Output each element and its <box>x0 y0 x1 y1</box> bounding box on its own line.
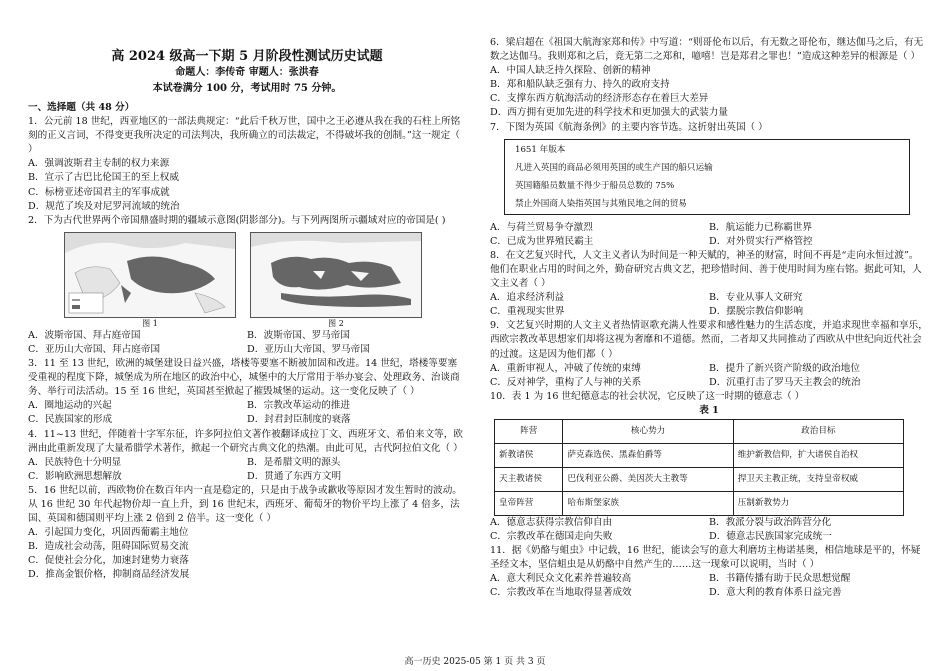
table-cell: 巴伐利亚公爵、美因茨大主教等 <box>563 467 733 491</box>
question-stem: 4．11~13 世纪，伴随着十字军东征，许多阿拉伯文著作被翻译成拉丁文、西班牙文、希伯来文等，欧洲由此重新发现了大量希腊学术著作，掀起一个研究古典文化的热潮。由此可见，古代阿拉伯文化（ ） <box>28 428 463 454</box>
option: C．支撑东西方航海活动的经济形态存在着巨大差异 <box>490 93 709 105</box>
option: A．追求经济利益 <box>490 292 565 304</box>
question-stem: 2．下为古代世界两个帝国鼎盛时期的疆域示意图(阴影部分)。与下列两图所示疆域对应的帝国是( ) <box>28 214 446 226</box>
option: D．沉重打击了罗马天主教会的统治 <box>709 376 861 388</box>
question-1 <box>28 115 466 214</box>
options-grid <box>490 572 928 600</box>
option: D．贯通了东西方文明 <box>247 470 342 482</box>
table-cell: 天主教诸侯 <box>495 467 563 491</box>
map-figure-1 <box>64 232 236 318</box>
exam-title: 高 2024 级高一下期 5 月阶段性测试历史试题 <box>111 49 383 64</box>
table-cell: 哈布斯堡家族 <box>563 491 733 515</box>
question-stem: 10．表 1 为 16 世纪德意志的社会状况，它反映了这一时期的德意志（ ） <box>490 390 805 402</box>
box-line: 凡进入英国的商品必须用英国的或生产国的船只运输 <box>515 162 713 173</box>
box-line: 1651 年版本 <box>515 144 566 155</box>
question-stem: 1．公元前 18 世纪，西亚地区的一部法典规定：“此后千秋万世，国中之王必遵从我在我的石柱上所铭刻的正义言词，不得变更我所决定的司法判决，我所确立的司法裁定，不得破坏我的创制。”这一规定（ ） <box>28 116 461 156</box>
page-footer: 高一历史 2025-05 第 1 页 共 3 页 <box>404 657 546 667</box>
option: A．与荷兰贸易争夺激烈 <box>490 221 593 233</box>
figure-1-caption: 图 1 <box>142 318 158 328</box>
option: B．宣示了古巴比伦国王的至上权威 <box>28 172 179 184</box>
left-column <box>28 0 466 583</box>
question-10 <box>490 390 928 544</box>
map-figure-2 <box>250 232 422 318</box>
option: A．民族特色十分明显 <box>28 456 122 468</box>
table-header-row <box>495 419 904 443</box>
option: B．郑和船队缺乏强有力、持久的政府支持 <box>490 79 670 91</box>
options-grid <box>28 456 466 484</box>
option: A．中国人缺乏持久探险、创新的精神 <box>490 65 651 77</box>
option: B．教派分裂与政治阵营分化 <box>709 516 832 528</box>
option: A．意大利民众文化素养普遍较高 <box>490 573 632 585</box>
question-stem: 3．11 至 13 世纪，欧洲的城堡建设日益兴盛，塔楼等要塞不断被加固和改进。14 世纪，塔楼等要塞受重视的程度下降，城堡成为所在地区的政治中心，城堡中的大厅常用于举办宴会、处理政务、治谈商务、举行司法活动。15 至 16 世纪，英国甚至掀起了摧毁城堡的运动。这一变化反映了（ ） <box>28 358 460 398</box>
table-header: 核心势力 <box>563 419 733 443</box>
option: C．重视现实世界 <box>490 306 565 318</box>
option: C．已成为世界殖民霸主 <box>490 235 594 247</box>
options-grid <box>28 329 466 357</box>
option: A．圈地运动的兴起 <box>28 400 112 412</box>
option: C．亚历山大帝国、拜占庭帝国 <box>28 343 161 355</box>
option: D．对外贸实行严格管控 <box>709 235 813 247</box>
table-cell: 捍卫天主教正统，支持皇帝权威 <box>733 467 903 491</box>
question-stem: 7．下图为英国《航海条例》的主要内容节选。这折射出英国（ ） <box>490 121 768 133</box>
option: C．标榜亚述帝国君主的军事成就 <box>28 186 170 198</box>
option: D．西方拥有更加先进的科学技术和更加强大的武装力量 <box>490 107 728 119</box>
society-table <box>494 419 904 516</box>
option: B．提升了新兴资产阶级的政治地位 <box>709 362 860 374</box>
question-4 <box>28 428 466 484</box>
table-caption: 表 1 <box>699 404 719 416</box>
option: D．亚历山大帝国、罗马帝国 <box>247 343 370 355</box>
question-9 <box>490 319 928 389</box>
table-row <box>495 443 904 467</box>
option: B．专业从事人文研究 <box>709 292 803 304</box>
option: B．是希腊文明的源头 <box>247 456 341 468</box>
right-column <box>490 0 928 601</box>
section-heading: 一、选择题（共 48 分） <box>28 102 135 113</box>
option: C．反对神学，重构了人与神的关系 <box>490 376 642 388</box>
question-stem: 9．文艺复兴时期的人文主义者热情讴歌充满人性要求和感性魅力的生活态度，并追求现世幸福和享乐，西欧宗教改革思想家们却将这视为奢靡和不道德。然而，二者却又共同推动了西欧从中世纪向近代社会的过渡。这是因为他们都（ ） <box>490 320 928 360</box>
options-grid <box>490 291 928 319</box>
option: D．推高金银价格，抑制商品经济发展 <box>28 569 190 581</box>
table-cell: 维护新教信仰，扩大诸侯自治权 <box>733 443 903 467</box>
box-line: 禁止外国商人染指英国与其殖民地之间的贸易 <box>515 198 687 209</box>
options-grid <box>490 516 928 544</box>
option: C．民族国家的形成 <box>28 414 113 426</box>
option: D．封君封臣制度的衰落 <box>247 414 351 426</box>
option: A．强调波斯君主专制的权力来源 <box>28 158 170 170</box>
table-row <box>495 467 904 491</box>
option: A．引起国力变化，巩固西葡霸主地位 <box>28 527 189 539</box>
question-11 <box>490 544 928 600</box>
table-cell: 压制新教势力 <box>733 491 903 515</box>
option: B．波斯帝国、罗马帝国 <box>247 329 350 341</box>
question-stem: 5．16 世纪以前，西欧物价在数百年内一直是稳定的，只是由于战争或歉收等原因才发生暂时的波动。从 16 世纪 30 年代起物价却一直上升，到 16 世纪末，西班牙、葡萄牙的物价平均上涨了 4 倍多，法国、英国和德国则平均上涨 2 倍到 2 倍半。这一变化（ ） <box>28 484 462 525</box>
box-line: 英国籍船员数量不得少于船员总数的 75% <box>515 180 675 191</box>
option: D．意大利的教育体系日益完善 <box>709 587 842 599</box>
table-cell: 新教诸侯 <box>495 443 563 467</box>
question-5 <box>28 484 466 583</box>
option: A．波斯帝国、拜占庭帝国 <box>28 329 141 341</box>
table-header: 阵营 <box>495 419 563 443</box>
option: C．宗教改革在当地取得显著成效 <box>490 587 632 599</box>
question-7 <box>490 121 928 249</box>
exam-info: 本试卷满分 100 分，考试用时 75 分钟。 <box>152 83 342 94</box>
table-cell: 皇帝阵营 <box>495 491 563 515</box>
option: B．航运能力已称霸世界 <box>709 221 812 233</box>
options-grid <box>28 399 466 427</box>
option: A．德意志获得宗教信仰自由 <box>490 516 613 528</box>
map-captions <box>64 318 466 329</box>
table-header: 政治目标 <box>733 419 903 443</box>
question-3 <box>28 357 466 427</box>
table-cell: 萨克森选侯、黑森伯爵等 <box>563 443 733 467</box>
option: D．规范了埃及对尼罗河流域的统治 <box>28 200 180 212</box>
option: B．宗教改革运动的推进 <box>247 400 350 412</box>
figure-2-caption: 图 2 <box>328 318 344 328</box>
option: C．促使社会分化，加速封建势力衰落 <box>28 555 189 567</box>
navigation-act-box <box>504 139 910 215</box>
option: D．摆脱宗教信仰影响 <box>709 306 804 318</box>
map-figures <box>64 232 466 318</box>
question-6 <box>490 36 928 121</box>
option: C．宗教改革在德国走向失败 <box>490 531 613 543</box>
question-stem: 11．据《奶酪与蛆虫》中记载，16 世纪，能读会写的意大利磨坊主梅诺基奥，相信地球是平的，怀疑圣经文本，坚信蛆虫是从奶酪中自然产生的……这一现象可以说明，当时（ ） <box>490 545 921 571</box>
option: B．书籍传播有助于民众思想觉醒 <box>709 573 851 585</box>
question-8 <box>490 249 928 319</box>
option: B．造成社会动荡，阻碍国际贸易交流 <box>28 541 189 553</box>
exam-authors: 命题人：李传奇 审题人：张洪春 <box>175 67 319 78</box>
option: C．影响欧洲思想解放 <box>28 470 122 482</box>
options-grid <box>490 221 928 249</box>
question-stem: 6．梁启超在《祖国大航海家郑和传》中写道：“则哥伦布以后，有无数之哥伦布，继达伽马之后，有无数之达伽马。我则郑和之后，竟无第二之郑和，噫嘻！岂是郑君之罪也！”造成这种差异的根源是（ ） <box>490 37 924 63</box>
option: A．重新审视人，冲破了传统的束缚 <box>490 362 641 374</box>
table-row <box>495 491 904 515</box>
question-2 <box>28 214 466 357</box>
option: D．德意志民族国家完成统一 <box>709 531 832 543</box>
question-stem: 8．在文艺复兴时代，人文主义者认为时间是一种天赋的，神圣的财富，时间不再是“走向永恒过渡”。他们在职业占用的时间之外，勤奋研究古典文艺，把珍惜时间、善于使用时间为座右铭。据此可知，人文主义者（ ） <box>490 249 922 290</box>
options-grid <box>490 362 928 390</box>
